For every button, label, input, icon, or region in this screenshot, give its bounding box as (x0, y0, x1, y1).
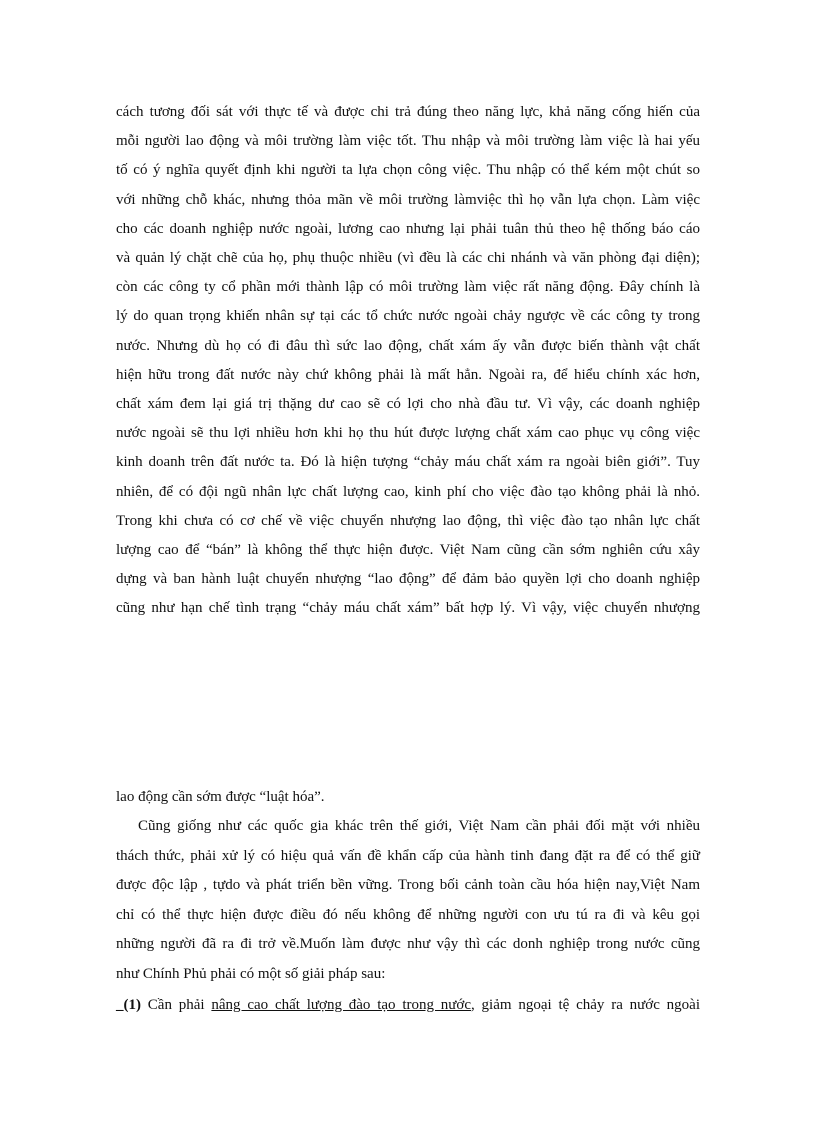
list-text-underlined: nâng cao chất lượng đào tạo trong nước (211, 997, 472, 1013)
paragraph-line: kinh doanh trên đất nước ta. Đó là hiện tượng “chảy máu chất xám ra ngoài biên giới”. Tuy (116, 454, 700, 471)
paragraph-line: nhiên, để có đội ngũ nhân lực chất lượng cao, kinh phí cho việc đào tạo không phải là nhỏ. (116, 483, 700, 500)
paragraph-line: Cũng giống như các quốc gia khác trên thế giới, Việt Nam cần phải đối mặt với nhiều (138, 818, 700, 834)
paragraph-line: lượng cao để “bán” là không thể thực hiện được. Việt Nam cũng cần sớm nghiên cứu xây (116, 542, 700, 558)
paragraph-line: thách thức, phải xử lý có hiệu quả vấn đề khẩn cấp của hành tinh đang đặt ra để có thể giữ (116, 847, 700, 864)
paragraph-line: chỉ có thể thực hiện được điều đó nếu không để những người con ưu tú ra đi và kêu gọi (116, 906, 700, 923)
paragraph-line: nước ngoài sẽ thu lợi nhiều hơn khi họ thu hút được lượng chất xám cao phục vụ công việc (116, 425, 700, 442)
paragraph-line: với những chỗ khác, nhưng thỏa mãn về môi trường làmviệc thì họ vẫn lựa chọn. Làm việc (116, 191, 700, 208)
paragraph-line: dựng và ban hành luật chuyển nhượng “lao động” để đảm bảo quyền lợi cho doanh nghiệp (116, 571, 700, 588)
paragraph-line: hiện hữu trong đất nước này chứ không phải là mất hẳn. Ngoài ra, để hiểu chính xác hơn, (116, 366, 700, 383)
paragraph-line: như Chính Phủ phải có một số giải pháp sau: (116, 966, 386, 982)
paragraph-line: chất xám đem lại giá trị thặng dư cao sẽ có lợi cho nhà đầu tư. Vì vậy, các doanh nghiệp (116, 396, 700, 412)
list-text-post: , giảm ngoại tệ chảy ra nước ngoài (471, 997, 700, 1013)
paragraph-line: cho các doanh nghiệp nước ngoài, lương cao nhưng lại phải tuân thủ theo hệ thống báo cáo (116, 220, 700, 237)
list-marker: _(1) (116, 997, 141, 1013)
list-item-1 (116, 996, 700, 1014)
paragraph-line: Trong khi chưa có cơ chế về việc chuyển nhượng lao động, thì việc đào tạo nhân lực chất (116, 512, 700, 529)
list-text-pre: Cần phải (141, 997, 212, 1013)
paragraph-line: cách tương đối sát với thực tế và được chi trả đúng theo năng lực, khả năng cống hiến của (116, 104, 700, 120)
paragraph-line: lý do quan trọng khiến nhân sự tại các tổ chức nước ngoài chảy ngược về các công ty trong (116, 308, 700, 325)
paragraph-line: những người đã ra đi trở về.Muốn làm được như vậy thì các donh nghiệp trong nước cũng (116, 936, 700, 953)
paragraph-line: mỗi người lao động và môi trường làm việc tốt. Thu nhập và môi trường làm việc là hai yếu (116, 133, 700, 150)
paragraph-line: cũng như hạn chế tình trạng “chảy máu chất xám” bất hợp lý. Vì vậy, việc chuyển nhượng (116, 600, 700, 617)
paragraph-line: được độc lập , tựdo và phát triển bền vững. Trong bối cảnh toàn cầu hóa hiện nay,Việt Nam (116, 877, 700, 894)
paragraph-line: lao động cần sớm được “luật hóa”. (116, 789, 325, 805)
paragraph-line: tố có ý nghĩa quyết định khi người ta lựa chọn công việc. Thu nhập có thể kém một chút so (116, 162, 700, 179)
paragraph-line: nước. Nhưng dù họ có đi đâu thì sức lao động, chất xám ấy vẫn được biến thành vật chất (116, 337, 700, 354)
paragraph-line: và quản lý chặt chẽ của họ, phụ thuộc nhiều (vì đều là các chi nhánh và văn phòng đại diện); (116, 250, 700, 266)
paragraph-line: còn các công ty cổ phần mới thành lập có môi trường làm việc rất năng động. Đây chính là (116, 279, 700, 296)
